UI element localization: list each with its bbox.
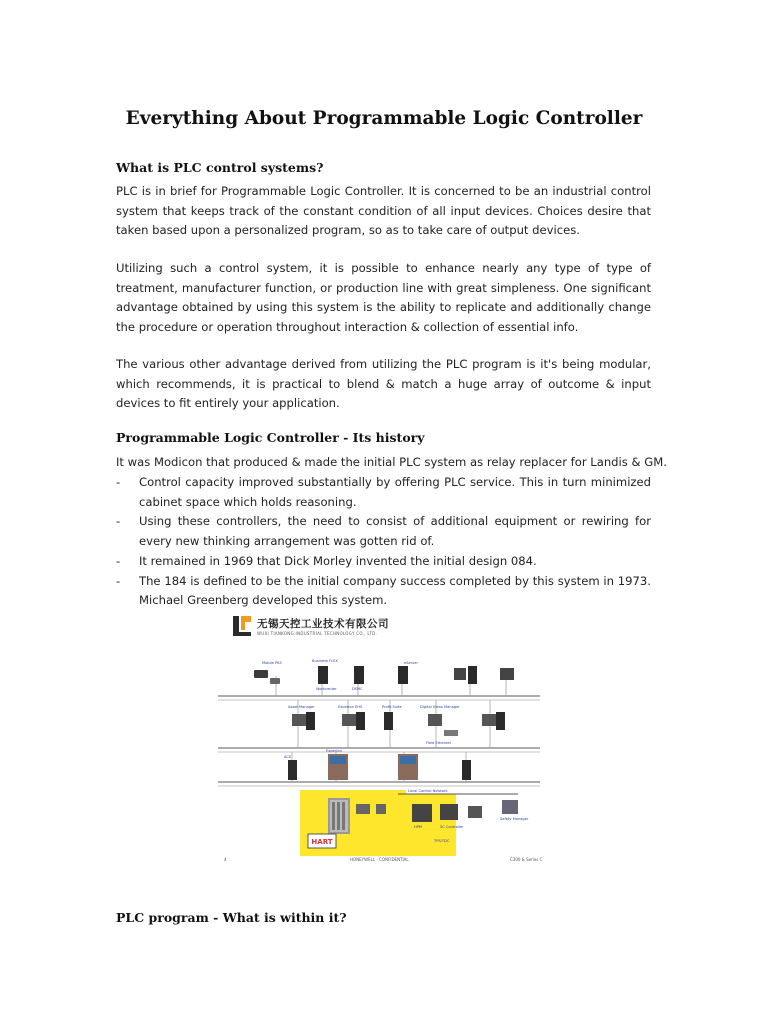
- figure-page-number: 4: [224, 857, 227, 862]
- plc-architecture-figure: [218, 606, 548, 864]
- list-item: - Using these controllers, the need to consist of additional equipment or rewiring for every new thinking arrangement was gotten rid of.: [116, 514, 651, 549]
- bullet-dash: -: [116, 573, 121, 588]
- figure-confidential-note: HONEYWELL - CONFIDENTIAL: [350, 857, 409, 862]
- bullet-dash: -: [116, 514, 121, 529]
- label-n10: Field Ethernet: [426, 741, 451, 745]
- list-item: - The 184 is defined to be the initial company success completed by this system in 1973. Michael Greenberg developed this system.: [116, 573, 651, 608]
- section-heading-plc-program: PLC program - What is within it?: [116, 910, 347, 925]
- bullet-dash: -: [116, 553, 121, 568]
- label-n6: Asset Manager: [288, 705, 315, 709]
- hart-logo-text: HART: [311, 838, 333, 846]
- label-n3: Workcenter: [316, 687, 337, 691]
- label-n5: eServer: [404, 661, 418, 665]
- section-heading-plc-history: Programmable Logic Controller - Its history: [116, 430, 425, 445]
- label-n2: Business FLEX: [312, 659, 338, 663]
- history-intro: It was Modicon that produced & made the initial PLC system as relay replacer for Landis & GM.: [116, 455, 667, 469]
- label-n9: Digital Video Manager: [420, 705, 460, 709]
- label-n14: HPM: [414, 825, 422, 829]
- label-n1: Mobile PKS: [262, 661, 282, 665]
- label-n8: Profit Suite: [382, 705, 402, 709]
- label-n4: DSMC: [352, 687, 363, 691]
- label-n17: Safety Manager: [500, 817, 529, 821]
- paragraph-modular-advantage: The various other advantage derived from utilizing the PLC program is it's being modular, which recommends, it is practical to blend & match a huge array of outcome & input devices to fit entirely your application.: [116, 357, 651, 411]
- bullet-dash: -: [116, 475, 121, 489]
- label-n12: Experion: [326, 749, 342, 753]
- figure-series-note: C300 & Series C: [510, 857, 543, 862]
- paragraph-control-system-benefits: Utilizing such a control system, it is possible to enhance nearly any type of type of treatment, manufacturer function, or production line with great simpleness. One significant advantage obtained by using this system is the ability to replicate and additionally change the procedure or operation throughout interaction & collection of essential info.: [116, 261, 651, 335]
- label-n13: Local Control Network: [408, 789, 448, 793]
- company-logo-icon: [231, 614, 253, 638]
- section-heading-what-is-plc: What is PLC control systems?: [116, 160, 324, 175]
- document-title: Everything About Programmable Logic Controller: [125, 108, 643, 129]
- company-name-cn: 无锡天控工业技术有限公司: [257, 618, 389, 630]
- label-n16: TPS/TDC: [434, 839, 450, 843]
- list-item: - It remained in 1969 that Dick Morley invented the initial design 084.: [116, 552, 651, 572]
- list-item: - Control capacity improved substantially by offering PLC service. This in turn minimized cabinet space which holds reasoning.: [116, 475, 651, 509]
- paragraph-plc-definition: PLC is in brief for Programmable Logic Controller. It is concerned to be an industrial control system that keeps track of the constant condition of all input devices. Choices desire that taken based upon a personalized program, so as to take care of output devices.: [116, 184, 651, 238]
- company-name-en: WUXI TIANKONG INDUSTRIAL TECHNOLOGY CO., LTD.: [257, 631, 378, 636]
- label-n11: ACE: [284, 755, 292, 759]
- history-bullet-list: [116, 473, 651, 611]
- label-n15: SC Controller: [440, 825, 464, 829]
- label-n7: Experion EHS: [338, 705, 363, 709]
- architecture-diagram: [218, 656, 548, 856]
- company-logo: [231, 614, 389, 638]
